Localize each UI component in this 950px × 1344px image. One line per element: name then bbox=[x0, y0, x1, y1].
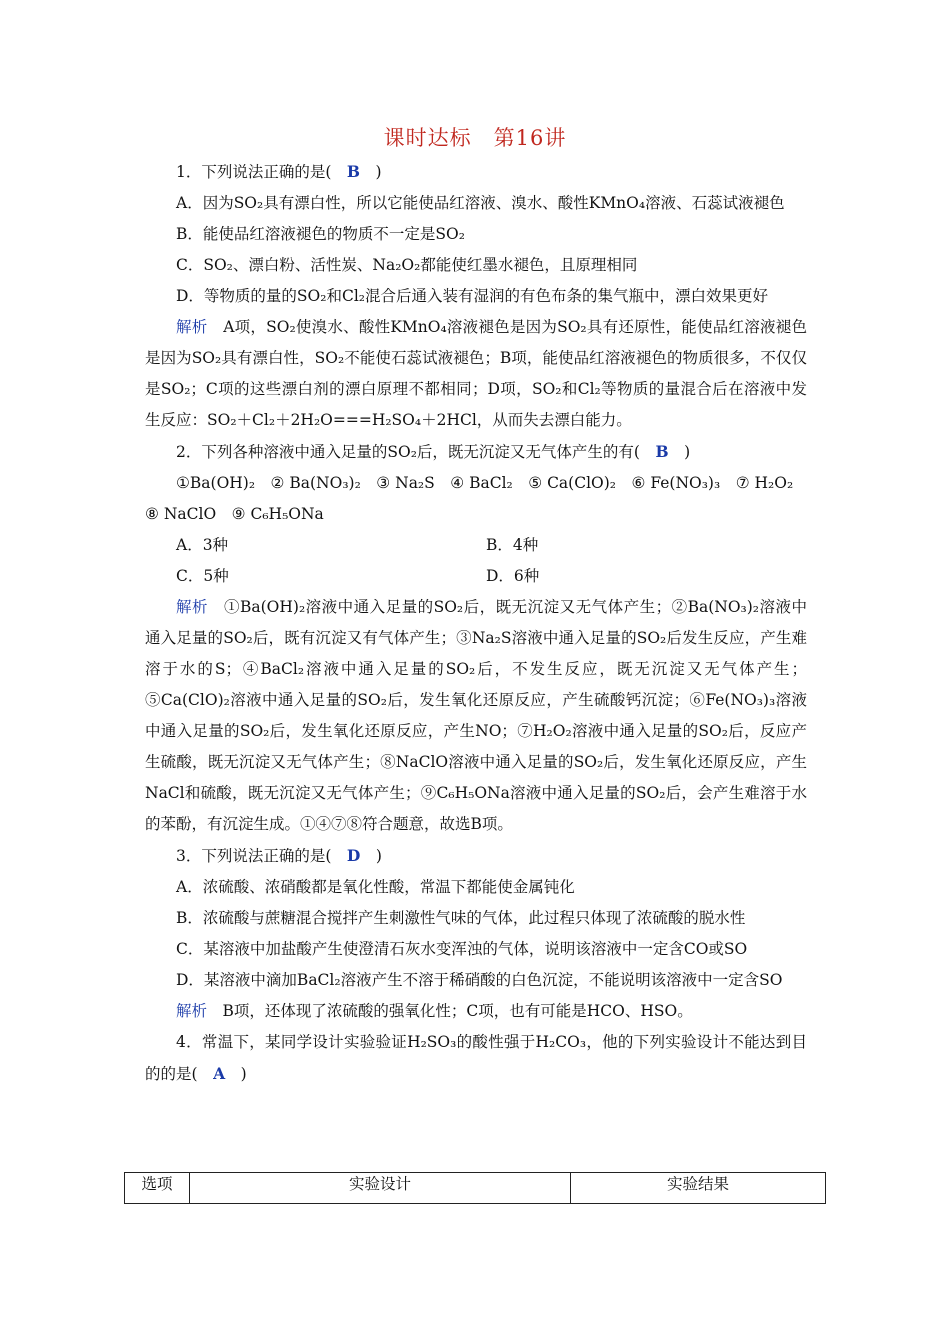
stem-text-end: ) bbox=[668, 443, 691, 461]
answer-mark: B bbox=[655, 442, 669, 461]
option-b: B．能使品红溶液褪色的物质不一定是SO₂ bbox=[176, 225, 465, 243]
stem-text: 4．常温下，某同学设计实验验证H₂SO₃的酸性强于H₂CO₃，他的下列实验设计不能达到目的的是( bbox=[145, 1033, 807, 1083]
option-c: C．SO₂、漂白粉、活性炭、Na₂O₂都能使红墨水褪色，且原理相同 bbox=[176, 256, 638, 274]
option-b: B．4种 bbox=[486, 536, 539, 554]
option-c: C．5种 bbox=[176, 567, 229, 585]
table-header-option: 选项 bbox=[125, 1173, 190, 1204]
question-2-stem bbox=[145, 436, 807, 468]
table-header-result: 实验结果 bbox=[571, 1173, 826, 1204]
question-1-stem bbox=[145, 156, 807, 188]
experiment-table bbox=[124, 1172, 826, 1204]
option-b: B．浓硫酸与蔗糖混合搅拌产生刺激性气味的气体，此过程只体现了浓硫酸的脱水性 bbox=[176, 909, 746, 927]
option-a: A．3种 bbox=[176, 536, 229, 554]
option-c: C．某溶液中加盐酸产生使澄清石灰水变浑浊的气体，说明该溶液中一定含CO或SO bbox=[176, 940, 748, 958]
analysis bbox=[145, 996, 807, 1027]
option-d: D．等物质的量的SO₂和Cl₂混合后通入装有湿润的有色布条的集气瓶中，漂白效果更好 bbox=[176, 287, 768, 305]
stem-text: 1．下列说法正确的是( bbox=[176, 163, 347, 181]
table-header-design: 实验设计 bbox=[190, 1173, 571, 1204]
question-4-stem bbox=[145, 1027, 807, 1090]
answer-mark: B bbox=[346, 162, 361, 181]
answer-mark: A bbox=[213, 1064, 226, 1083]
analysis-text: ①Ba(OH)₂溶液中通入足量的SO₂后，既无沉淀又无气体产生；②Ba(NO₃)₂溶液中通入足量的SO₂后，既有沉淀又有气体产生；③Na₂S溶液中通入足量的SO₂后发生反应，产生难溶于水的S；④BaCl₂溶液中通入足量的SO₂后，不发生反应，既无沉淀又无气体产生；⑤Ca(ClO)₂溶液中通入足量的SO₂后，发生氧化还原反应，产生硫酸钙沉淀；⑥Fe(NO₃)₃溶液中通入足量的SO₂后，发生氧化还原反应，产生NO；⑦H₂O₂溶液中通入足量的SO₂后，反应产生硫酸，既无沉淀又无气体产生；⑧NaClO溶液中通入足量的SO₂后，发生氧化还原反应，产生NaCl和硫酸，既无沉淀又无气体产生；⑨C₆H₅ONa溶液中通入足量的SO₂后，会产生难溶于水的苯酚，有沉淀生成。①④⑦⑧符合题意，故选B项。 bbox=[145, 598, 807, 833]
analysis-label: 解析 bbox=[176, 318, 208, 336]
page-title: 课时达标 第16讲 bbox=[383, 126, 567, 150]
option-a: A．因为SO₂具有漂白性，所以它能使品红溶液、溴水、酸性KMnO₄溶液、石蕊试液褪色 bbox=[176, 194, 785, 212]
option-d: D．6种 bbox=[486, 567, 540, 585]
analysis-text: A项，SO₂使溴水、酸性KMnO₄溶液褪色是因为SO₂具有还原性，能使品红溶液褪色是因为SO₂具有漂白性，SO₂不能使石蕊试液褪色；B项，能使品红溶液褪色的物质很多，不仅仅是SO₂；C项的这些漂白剂的漂白原理不都相同；D项，SO₂和Cl₂等物质的量混合后在溶液中发生反应：SO₂＋Cl₂＋2H₂O===H₂SO₄＋2HCl，从而失去漂白能力。 bbox=[145, 318, 807, 429]
reagent-list bbox=[145, 468, 807, 499]
analysis-text: B项，还体现了浓硫酸的强氧化性；C项，也有可能是HCO、HSO。 bbox=[207, 1002, 693, 1020]
option-row-2 bbox=[145, 561, 807, 592]
option-row-1 bbox=[145, 530, 807, 561]
analysis bbox=[145, 592, 807, 840]
reagent-list-line-1: ①Ba(OH)₂ ② Ba(NO₃)₂ ③ Na₂S ④ BaCl₂ ⑤ Ca(ClO)₂ ⑥ Fe(NO₃)₃ ⑦ H₂O₂ bbox=[176, 474, 794, 492]
question-content bbox=[145, 156, 807, 1090]
reagent-list-cont: ⑧ NaClO ⑨ C₆H₅ONa bbox=[145, 505, 324, 523]
option-d: D．某溶液中滴加BaCl₂溶液产生不溶于稀硝酸的白色沉淀，不能说明该溶液中一定含SO bbox=[176, 971, 783, 989]
answer-mark: D bbox=[346, 846, 361, 865]
stem-text-end: ) bbox=[360, 847, 382, 865]
option-a: A．浓硫酸、浓硝酸都是氧化性酸，常温下都能使金属钝化 bbox=[176, 878, 575, 896]
stem-text-end: ) bbox=[360, 163, 382, 181]
analysis-label: 解析 bbox=[176, 1002, 208, 1020]
table-header-row bbox=[125, 1173, 826, 1204]
stem-text: 2．下列各种溶液中通入足量的SO₂后，既无沉淀又无气体产生的有( bbox=[176, 443, 656, 461]
stem-text: 3．下列说法正确的是( bbox=[176, 847, 347, 865]
analysis-label: 解析 bbox=[176, 598, 208, 616]
analysis bbox=[145, 312, 807, 436]
question-3-stem bbox=[145, 840, 807, 872]
stem-text-end: ) bbox=[225, 1065, 247, 1083]
